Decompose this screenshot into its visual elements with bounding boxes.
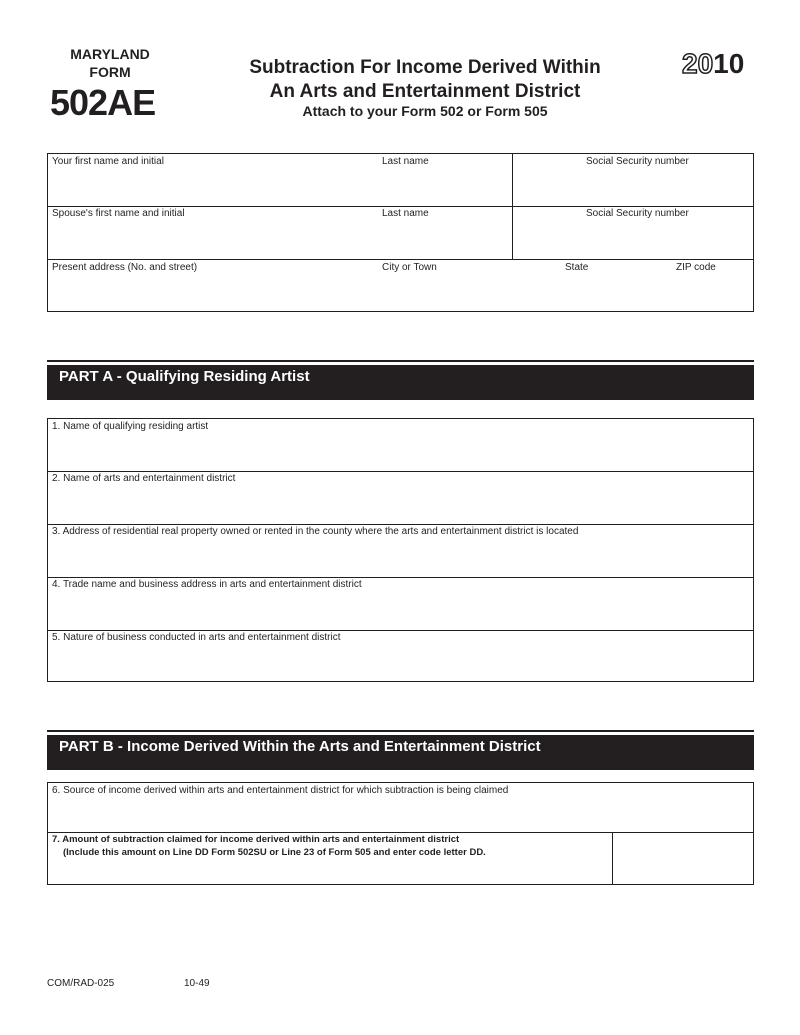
- revision-code: 10-49: [184, 978, 210, 989]
- last-name-field[interactable]: Last name: [382, 156, 429, 167]
- city-field[interactable]: City or Town: [382, 262, 437, 273]
- line-3-field[interactable]: 3. Address of residential real property owned or rented in the county where the arts and entertainment district is located: [52, 526, 579, 537]
- row-divider: [48, 630, 753, 631]
- state-name: MARYLAND: [70, 46, 150, 62]
- line-7-label: 7. Amount of subtraction claimed for income derived within arts and entertainment district: [52, 834, 460, 845]
- address-field[interactable]: Present address (No. and street): [52, 262, 198, 273]
- year-outline: 20: [682, 48, 714, 79]
- line-2-field[interactable]: 2. Name of arts and entertainment district: [52, 473, 236, 484]
- line-7-instructions: (Include this amount on Line DD Form 502SU or Line 23 of Form 505 and enter code letter DD.: [63, 847, 486, 858]
- form-word: FORM: [89, 64, 131, 80]
- row-divider: [48, 471, 753, 472]
- zip-field[interactable]: ZIP code: [676, 262, 716, 273]
- title-line-2: An Arts and Entertainment District: [269, 81, 581, 102]
- row-divider: [48, 577, 753, 578]
- line-1-field[interactable]: 1. Name of qualifying residing artist: [52, 421, 209, 432]
- taxpayer-info-box: [47, 153, 754, 312]
- line-7-amount-field[interactable]: [613, 833, 753, 884]
- row-divider: [48, 206, 753, 207]
- form-state-label: [55, 45, 165, 81]
- ssn-field[interactable]: Social Security number: [586, 156, 689, 167]
- tax-year: [682, 48, 744, 80]
- part-a-header: [47, 360, 754, 400]
- form-subtitle: Attach to your Form 502 or Form 505: [302, 103, 548, 119]
- part-a-title: PART A - Qualifying Residing Artist: [47, 365, 754, 400]
- form-code: COM/RAD-025: [47, 978, 115, 989]
- spouse-ssn-field[interactable]: Social Security number: [586, 208, 689, 219]
- state-field[interactable]: State: [565, 262, 589, 273]
- spouse-last-name-field[interactable]: Last name: [382, 208, 429, 219]
- line-4-field[interactable]: 4. Trade name and business address in arts and entertainment district: [52, 579, 362, 590]
- row-divider: [48, 524, 753, 525]
- row-divider: [48, 259, 753, 260]
- line-5-field[interactable]: 5. Nature of business conducted in arts and entertainment district: [52, 632, 341, 643]
- form-number: 502AE: [50, 82, 156, 123]
- part-b-title: PART B - Income Derived Within the Arts and Entertainment District: [47, 735, 754, 770]
- year-solid: 10: [713, 48, 745, 79]
- title-line-1: Subtraction For Income Derived Within: [249, 57, 601, 78]
- part-b-header: [47, 730, 754, 770]
- spouse-first-name-field[interactable]: Spouse's first name and initial: [52, 208, 185, 219]
- line-6-field[interactable]: 6. Source of income derived within arts and entertainment district for which subtraction is being claimed: [52, 785, 509, 796]
- first-name-field[interactable]: Your first name and initial: [52, 156, 164, 167]
- form-title: [200, 56, 650, 104]
- part-b-box: [47, 782, 754, 885]
- part-a-box: [47, 418, 754, 682]
